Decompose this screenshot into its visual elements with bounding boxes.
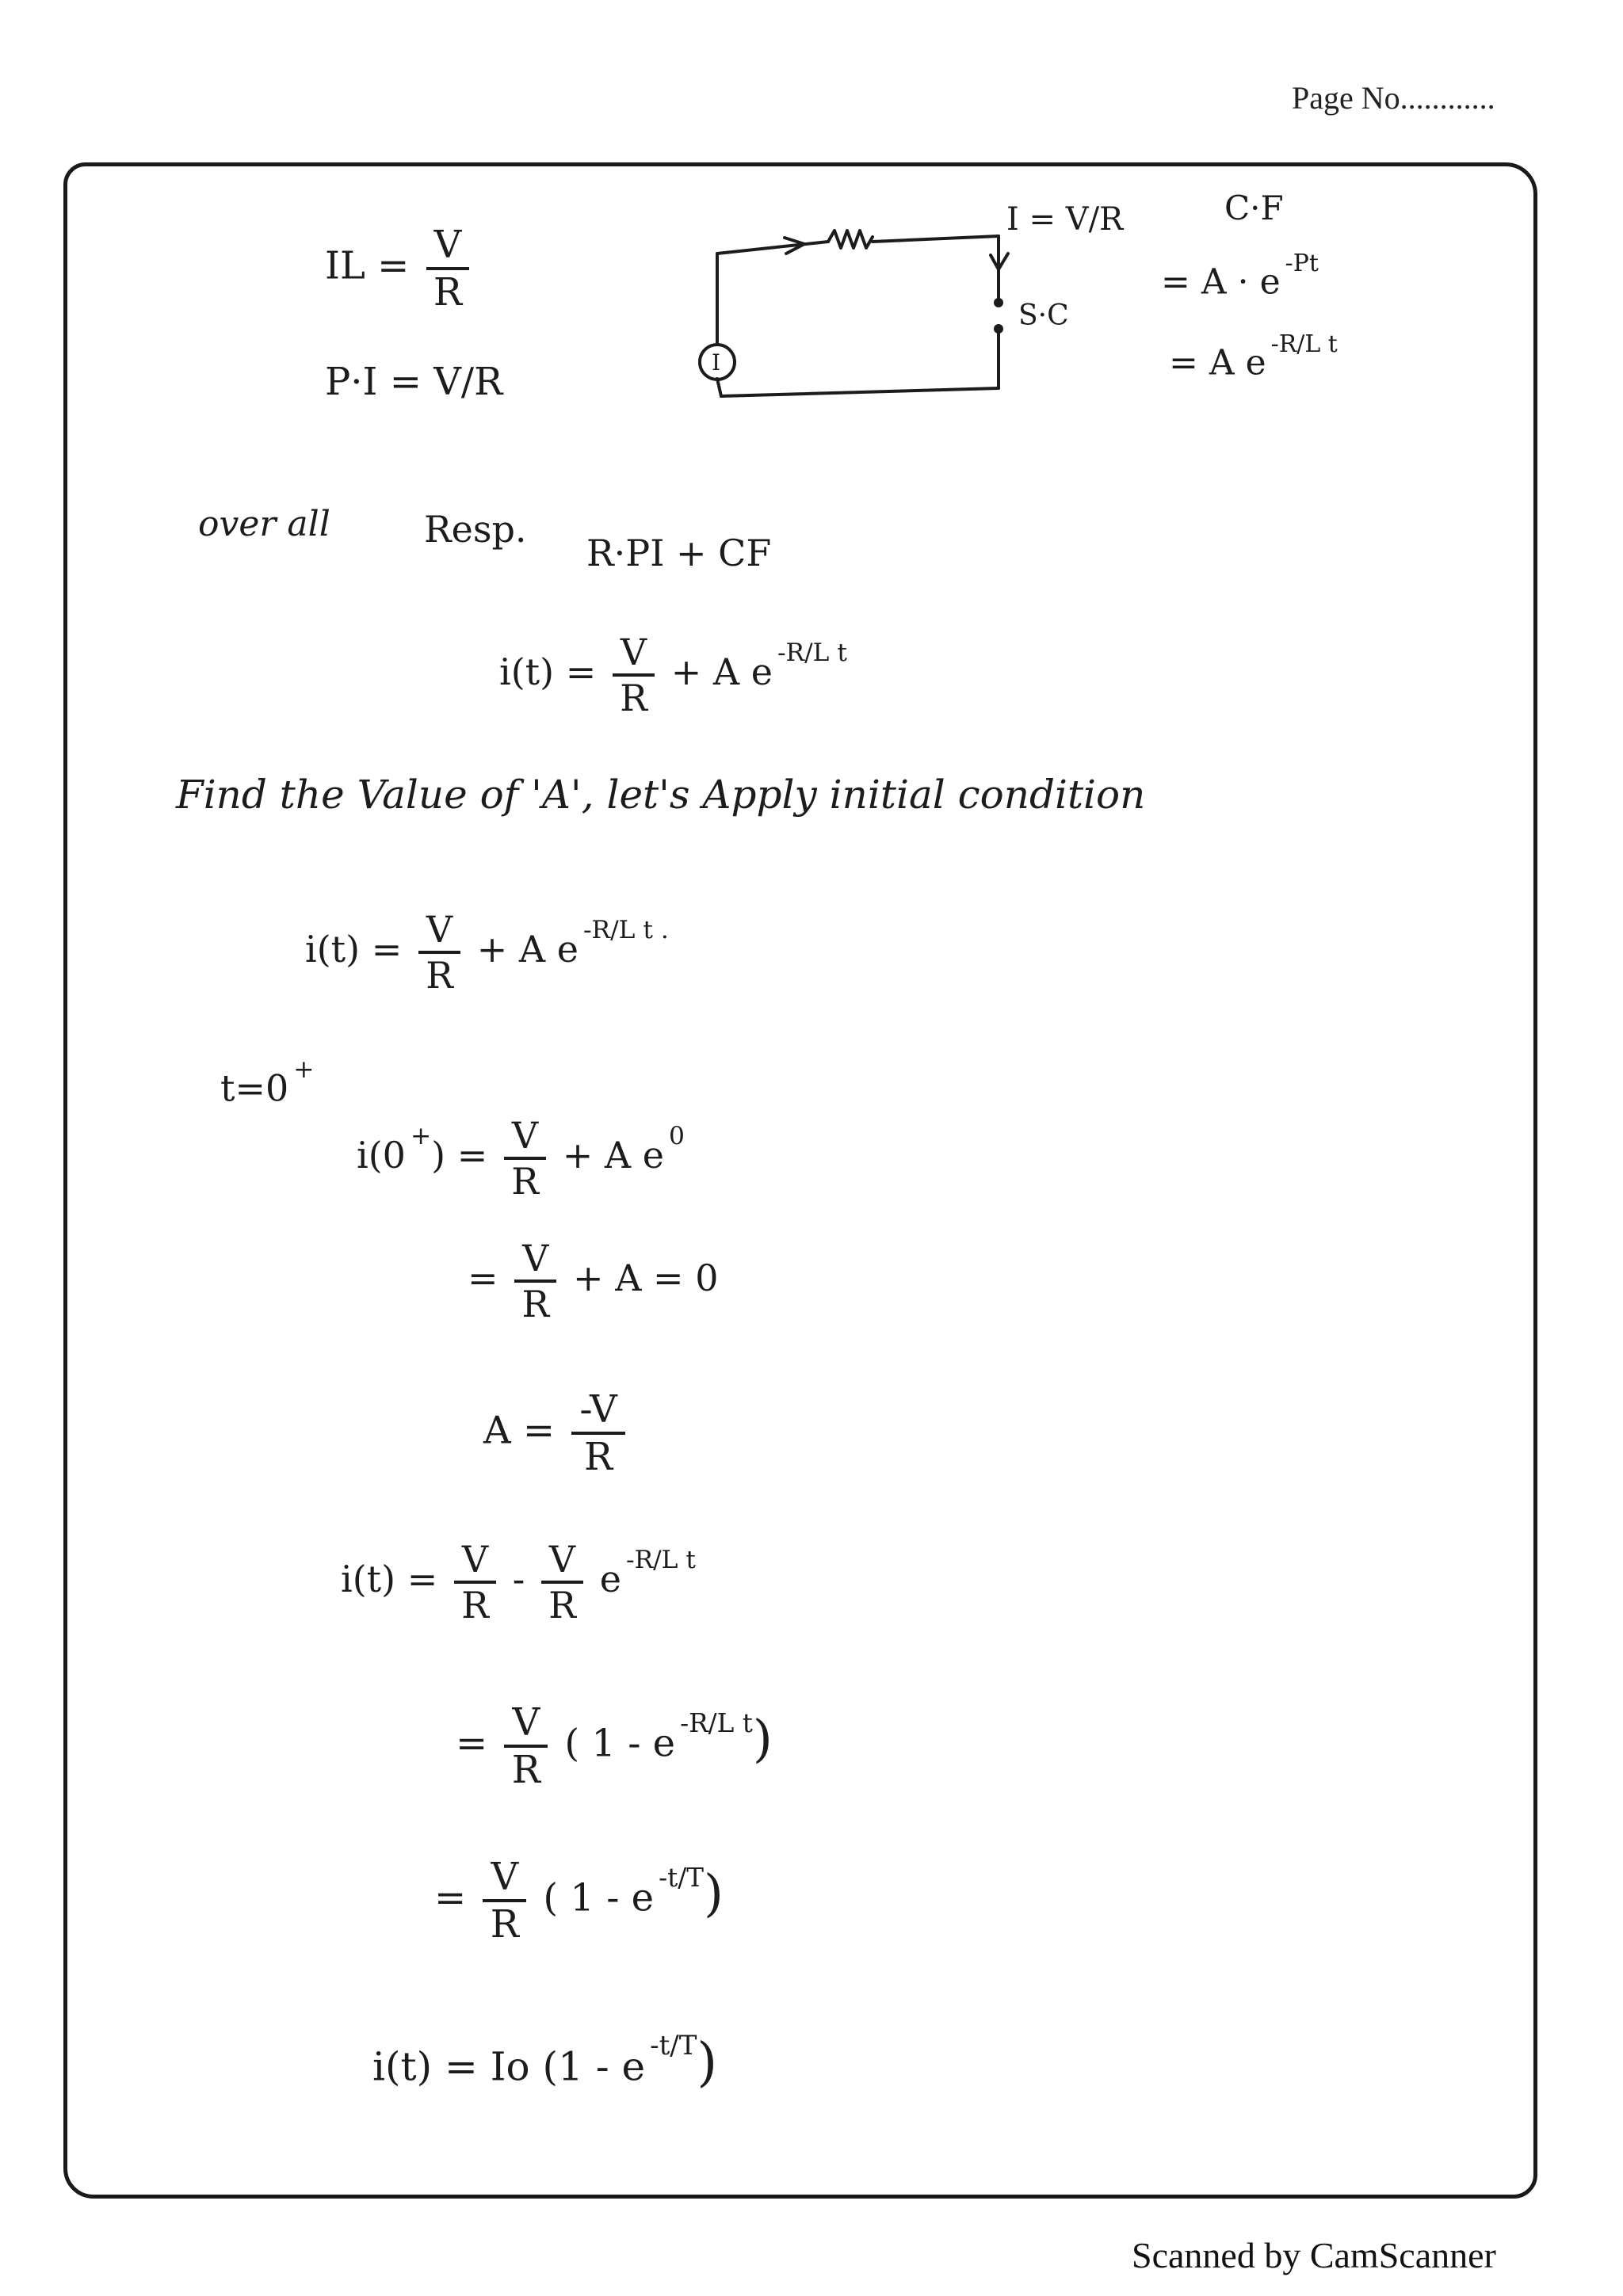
overall-formula: R·PI + CF — [586, 532, 772, 574]
il-num: V — [426, 226, 470, 270]
il-lhs: IL = — [325, 243, 410, 288]
eq7-num: V — [504, 1703, 548, 1748]
eq7-den: R — [511, 1748, 540, 1792]
eq7-end: ) — [752, 1710, 773, 1769]
eq3-lhs: i(0 — [357, 1134, 406, 1177]
eq1-num: V — [613, 634, 655, 677]
eq6-num1: V — [454, 1541, 496, 1584]
eq4-lhs: = — [468, 1257, 498, 1299]
page-border — [63, 162, 1537, 2199]
cf-line2 — [1169, 330, 1338, 383]
eq8-lhs: = — [434, 1875, 467, 1920]
eq2-num: V — [418, 911, 460, 954]
t-zero-label — [220, 1055, 315, 1110]
eq5-fraction — [571, 1387, 624, 1479]
eq2-exp: -R/L t . — [582, 916, 669, 945]
cf-title: C·F — [1224, 189, 1284, 227]
eq1-den: R — [620, 677, 647, 719]
eq6-lhs: i(t) = — [341, 1558, 438, 1600]
eq3-fraction — [504, 1114, 546, 1203]
circuit-wire-top-right — [873, 236, 999, 242]
eq1-tail: + A e — [670, 650, 773, 693]
eq6-fraction-1 — [454, 1538, 496, 1627]
eq6-equation — [341, 1538, 696, 1627]
eq5-den: R — [584, 1435, 613, 1479]
eq7-lhs: = — [456, 1721, 488, 1766]
eq6-den2: R — [548, 1584, 576, 1627]
eq3-num: V — [504, 1117, 546, 1160]
eq4-tail: + A = 0 — [573, 1257, 719, 1299]
eq1-exp: -R/L t — [777, 639, 847, 668]
eq3-equation — [357, 1114, 685, 1203]
resp-label: Resp. — [424, 508, 527, 551]
circuit-diagram — [666, 198, 1173, 412]
eq8-fraction — [483, 1855, 526, 1947]
circuit-wire-top-left — [717, 242, 828, 254]
cf-line1-base: = A · e — [1161, 261, 1281, 303]
eq6-mid: - — [512, 1558, 525, 1600]
eq4-equation — [468, 1237, 719, 1325]
eq1-lhs: i(t) = — [499, 650, 597, 693]
eq3-lhs-sup: + — [410, 1122, 432, 1151]
cf-line1 — [1161, 250, 1319, 303]
eq4-fraction — [514, 1237, 556, 1325]
overall-label: over all — [198, 504, 330, 544]
eq8-end: ) — [703, 1864, 724, 1924]
eq6-tail: e — [599, 1558, 622, 1600]
cf-line2-exp: -R/L t — [1270, 330, 1338, 358]
eq3-den: R — [511, 1160, 539, 1203]
eq8-exp: -t/T — [659, 1862, 704, 1893]
eq8-num: V — [483, 1858, 526, 1902]
pi-equation: P·I = V/R — [325, 360, 503, 404]
eq7-tail: ( 1 - e — [564, 1721, 676, 1766]
resistor-symbol — [828, 231, 873, 248]
il-fraction — [426, 223, 470, 315]
eq8-equation — [434, 1855, 724, 1947]
final-current-equation — [372, 2030, 718, 2093]
eq6-num2: V — [541, 1541, 583, 1584]
eq2-fraction — [418, 908, 460, 997]
page-number-label: Page No............ — [1292, 80, 1495, 116]
eq3-exp: 0 — [668, 1122, 685, 1151]
eq5-lhs: A = — [483, 1408, 556, 1453]
switch-dot-bottom — [994, 324, 1003, 334]
source-label: I — [712, 349, 721, 376]
eq8-den: R — [490, 1902, 519, 1947]
short-circuit-label: S·C — [1018, 299, 1069, 332]
switch-dot-top — [994, 298, 1003, 307]
t0-sup: + — [293, 1055, 315, 1084]
eq2-den: R — [426, 954, 453, 997]
eq2-lhs: i(t) = — [305, 928, 403, 971]
eq3-lhs-end: ) = — [431, 1134, 488, 1177]
eq3-tail: + A e — [562, 1134, 664, 1177]
current-label: I = V/R — [1006, 201, 1124, 238]
eq2-equation — [305, 908, 669, 997]
circuit-wire-bottom — [721, 388, 999, 396]
eq7-equation — [456, 1700, 773, 1792]
il-equation — [325, 223, 474, 315]
il-den: R — [433, 270, 462, 315]
cf-line1-exp: -Pt — [1285, 250, 1319, 277]
eq5-num: -V — [571, 1390, 624, 1435]
eq4-den: R — [521, 1283, 550, 1325]
eq9-end: ) — [697, 2031, 718, 2093]
eq6-exp: -R/L t — [626, 1546, 696, 1575]
eq2-tail: + A e — [476, 928, 579, 971]
eq1-fraction — [613, 631, 655, 719]
eq9-exp: -t/T — [650, 2030, 697, 2061]
eq8-tail: ( 1 - e — [543, 1875, 655, 1920]
eq7-exp: -R/L t — [680, 1707, 753, 1738]
eq6-fraction-2 — [541, 1538, 583, 1627]
scanner-watermark: Scanned by CamScanner — [1132, 2235, 1496, 2275]
eq5-equation — [483, 1387, 630, 1479]
eq9-base: i(t) = Io (1 - e — [372, 2043, 646, 2090]
eq7-fraction — [504, 1700, 548, 1792]
eq6-den1: R — [461, 1584, 489, 1627]
eq4-num: V — [514, 1240, 556, 1283]
cf-line2-base: = A e — [1169, 342, 1266, 383]
t0-base: t=0 — [220, 1066, 289, 1110]
response-equation — [499, 631, 847, 719]
circuit-wire-left-lower — [717, 379, 721, 396]
find-a-instruction: Find the Value of 'A', let's Apply initial condition — [176, 772, 1146, 818]
